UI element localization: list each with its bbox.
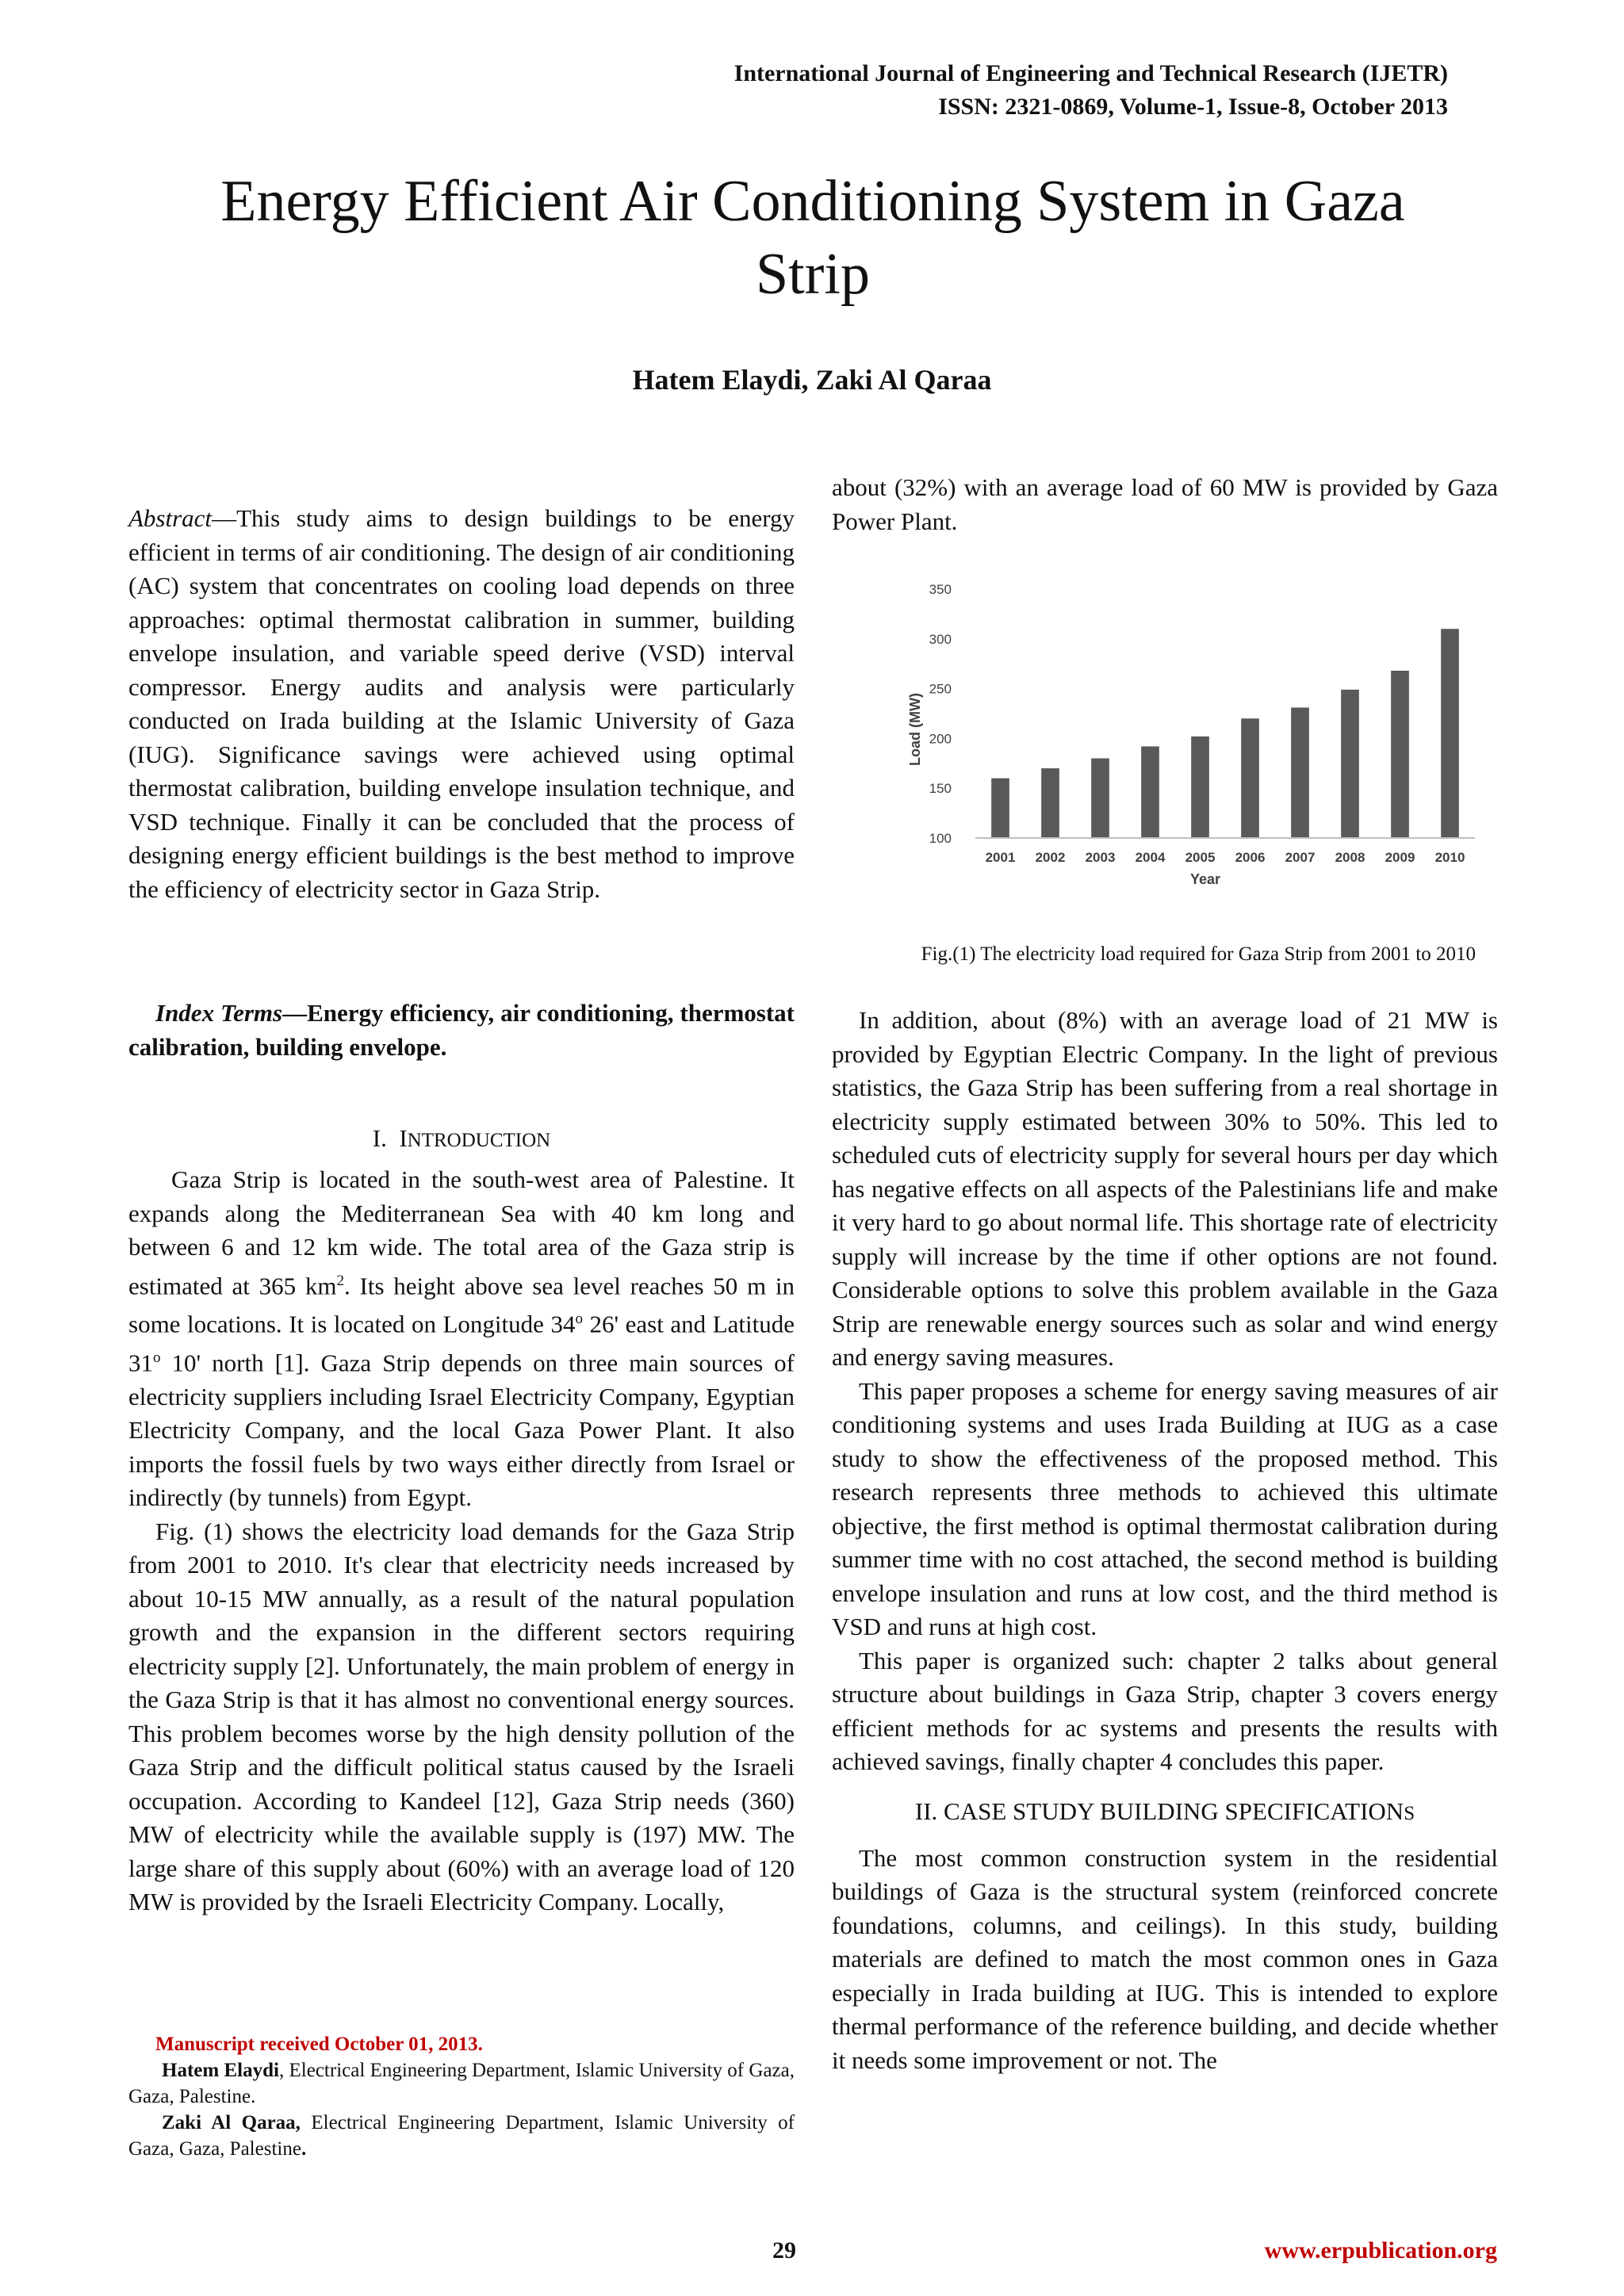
section-introduction-heading bbox=[128, 1122, 795, 1158]
chart-x-tick-label: 2002 bbox=[1035, 850, 1066, 865]
electricity-load-bar-chart bbox=[888, 567, 1475, 900]
chart-x-tick-label: 2004 bbox=[1135, 850, 1166, 865]
chart-y-ticks bbox=[929, 582, 952, 846]
page-number: 29 bbox=[772, 2237, 796, 2263]
footnotes bbox=[128, 2031, 795, 2162]
journal-name: International Journal of Engineering and Technical Research (IJETR) bbox=[733, 60, 1448, 86]
abstract-text: —This study aims to design buildings to be energy efficient in terms of air conditioning. The design of air conditioning (AC) system that concentrates on cooling load depends on three approaches: optimal thermostat calibration in summer, building envelope insulation, and variable speed derive (VSD) interval compressor. Energy audits and analysis were particularly conducted on Irada building at the Islamic University of Gaza (IUG). Significance savings were achieved using optimal thermostat calibration, building envelope insulation technique, and VSD technique. Finally it can be concluded that the process of designing energy efficient buildings is the best method to improve the efficiency of electricity sector in Gaza Strip. bbox=[128, 504, 795, 903]
figure-caption: Fig.(1) The electricity load required for Gaza Strip from 2001 to 2010 bbox=[921, 943, 1476, 965]
paper-title-line1: Energy Efficient Air Conditioning System in Gaza bbox=[220, 169, 1405, 234]
right-column-top bbox=[832, 471, 1498, 538]
paper-title-line2: Strip bbox=[756, 242, 870, 307]
chart-x-tick-label: 2001 bbox=[985, 850, 1016, 865]
chart-x-ticks bbox=[986, 850, 1465, 865]
chart-bar-2001 bbox=[991, 779, 1009, 838]
section-title-first: I bbox=[399, 1124, 408, 1152]
footnote-author2: Zaki Al Qaraa, Electrical Engineering Department, Islamic University of Gaza, Gaza, Palestine. bbox=[128, 2112, 795, 2160]
chart-x-tick-label: 2007 bbox=[1285, 850, 1316, 865]
chart-bar-2009 bbox=[1391, 671, 1409, 838]
intro-paragraph-1: Gaza Strip is located in the south-west area of Palestine. It expands along the Mediterranean Sea with 40 km long and between 6 and 12 km wide. The total area of the Gaza strip is estimated at 365 $km^2$. Its height above sea level reaches 50 m in some locations. It is located on Longitude 34$^o$ 26' east and Latitude 31$^o$ 10' north [1]. Gaza Strip depends on three main sources of electricity suppliers including Israel Electricity Company, Egyptian Electricity Company, and the local Gaza Power Plant. It also imports the fossil fuels by two ways either directly from Israel or indirectly (by tunnels) from Egypt. bbox=[128, 1165, 795, 1512]
chart-bar-2010 bbox=[1441, 629, 1459, 838]
chart-x-tick-label: 2010 bbox=[1434, 850, 1465, 865]
chart-bar-2005 bbox=[1191, 737, 1209, 838]
section-case-study-heading: II. CASE STUDY BUILDING SPECIFICATIONS bbox=[914, 1797, 1415, 1825]
chart-x-tick-label: 2009 bbox=[1385, 850, 1415, 865]
abstract-label: Abstract bbox=[128, 504, 213, 532]
paragraph-organized: This paper is organized such: chapter 2 talks about general structure about buildings in Gaza Strip, chapter 3 covers energy efficient methods for ac systems and presents the results with achieved savings, finally chapter 4 concludes this paper. bbox=[832, 1646, 1498, 1775]
footnote-received: Manuscript received October 01, 2013. bbox=[155, 2034, 483, 2055]
paragraph-addition: In addition, about (8%) with an average load of 21 MW is provided by Egyptian Electric Company. In the light of previous statistics, the Gaza Strip has been suffering from a real shortage in electricity supply estimated between 30% to 50%. This led to scheduled cuts of electricity supply for several hours per day which has negative effects on all aspects of the Palestinians life and make it very hard to go about normal life. This shortage rate of electricity supply will increase by the time if other options are not found. Considerable options to solve this problem available in the Gaza Strip are renewable energy sources such as solar and wind energy and energy saving measures. bbox=[832, 1006, 1498, 1371]
chart-x-tick-label: 2006 bbox=[1235, 850, 1266, 865]
chart-x-tick-label: 2008 bbox=[1335, 850, 1365, 865]
chart-x-tick-label: 2003 bbox=[1085, 850, 1116, 865]
paragraph-proposes: This paper proposes a scheme for energy saving measures of air conditioning systems and uses Irada Building at IUG as a case study to show the effectiveness of the proposed method. This research represents three methods to achieved this ultimate objective, the first method is optimal thermostat calibration during summer time with no cost attached, the second method is building envelope insulation and runs at low cost, and the third method is VSD and runs at high cost. bbox=[832, 1376, 1498, 1640]
chart-bar-2003 bbox=[1091, 759, 1109, 838]
chart-bar-2004 bbox=[1141, 746, 1159, 838]
index-terms-label: Index Terms bbox=[155, 999, 283, 1027]
chart-y-tick-label: 350 bbox=[929, 582, 952, 597]
publisher-website[interactable]: www.erpublication.org bbox=[1264, 2237, 1497, 2263]
chart-x-tick-label: 2005 bbox=[1185, 850, 1216, 865]
chart-bar-2006 bbox=[1241, 718, 1259, 838]
chart-y-tick-label: 300 bbox=[929, 631, 952, 647]
chart-y-tick-label: 150 bbox=[929, 781, 952, 797]
index-terms bbox=[128, 997, 795, 1064]
chart-y-tick-label: 200 bbox=[929, 731, 952, 747]
intro-paragraph-2: Fig. (1) shows the electricity load demands for the Gaza Strip from 2001 to 2010. It's clear that electricity needs increased by about 10-15 MW annually, as a result of the natural population growth and the expansion in the different sectors requiring electricity supply [2]. Unfortunately, the main problem of energy in the Gaza Strip is that it has almost no conventional energy sources. This problem becomes worse by the high density pollution of the Gaza Strip and the difficult political status caused by the Israeli occupation. According to Kandeel [12], Gaza Strip needs (360) MW of electricity while the available supply is (197) MW. The large share of this supply about (60%) with an average load of 120 MW is provided by the Israeli Electricity Company. Locally, bbox=[128, 1517, 795, 1916]
chart-bars bbox=[991, 629, 1459, 838]
chart-y-tick-label: 100 bbox=[929, 831, 952, 846]
right-top-paragraph: about (32%) with an average load of 60 MW is provided by Gaza Power Plant. bbox=[832, 473, 1498, 535]
section-number: I. bbox=[372, 1124, 387, 1152]
paper-title bbox=[143, 165, 1483, 311]
chart-y-tick-label: 250 bbox=[929, 681, 952, 697]
chart-bar-2008 bbox=[1341, 690, 1359, 838]
paper-authors: Hatem Elaydi, Zaki Al Qaraa bbox=[632, 364, 992, 396]
abstract bbox=[128, 502, 795, 906]
journal-issn: ISSN: 2321-0869, Volume-1, Issue-8, October 2013 bbox=[938, 94, 1448, 120]
chart-bar-2007 bbox=[1291, 707, 1309, 838]
paragraph-construction: The most common construction system in the residential buildings of Gaza is the structural system (reinforced concrete foundations, columns, and ceilings). In this study, building materials are defined to match the most common ones in Gaza especially in Irada building at IUG. This is intended to explore thermal performance of the reference building, and decide whether it needs some improvement or not. The bbox=[832, 1843, 1498, 2074]
chart-bar-2002 bbox=[1041, 768, 1059, 838]
index-terms-text: —Energy efficiency, air conditioning, thermostat calibration, building envelope. bbox=[128, 999, 795, 1061]
chart-x-axis-label: Year bbox=[1189, 871, 1221, 887]
chart-y-axis-label: Load (MW) bbox=[907, 693, 923, 766]
footnote-author1: Hatem Elaydi, Electrical Engineering Department, Islamic University of Gaza, Gaza, Palestine. bbox=[128, 2060, 795, 2107]
right-column-body bbox=[832, 1004, 1498, 2077]
section-title-rest: NTRODUCTION bbox=[407, 1130, 551, 1151]
introduction-body bbox=[128, 1163, 795, 1919]
